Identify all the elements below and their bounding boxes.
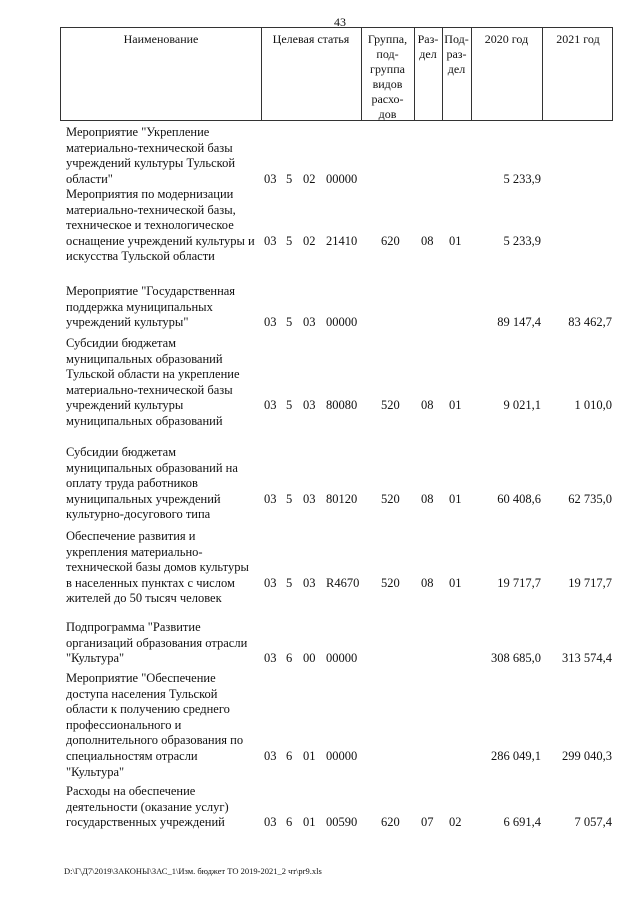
subsection-code: 01 bbox=[449, 233, 462, 248]
header-target: Целевая статья bbox=[272, 32, 350, 46]
section-code: 08 bbox=[421, 575, 434, 590]
row-name-line: муниципальных учреждений bbox=[66, 491, 221, 506]
header-2021: 2021 год bbox=[556, 32, 600, 46]
code-measure: 01 bbox=[303, 749, 316, 763]
section-code: 07 bbox=[421, 815, 434, 830]
row-name-line: Подпрограмма "Развитие bbox=[66, 620, 201, 634]
value-2020: 60 408,6 bbox=[497, 491, 541, 506]
row-name-line: жителей до 50 тысяч человек bbox=[66, 591, 222, 606]
value-2021: 62 735,0 bbox=[568, 491, 612, 506]
code-subprogram: 5 bbox=[286, 398, 293, 413]
code-program: 03 bbox=[264, 749, 277, 763]
header-name: Наименование bbox=[123, 32, 199, 46]
row-name-line: Субсидии бюджетам bbox=[66, 336, 177, 350]
row-name-line: дополнительного образования по bbox=[66, 733, 244, 748]
code-direction: 80080 bbox=[326, 398, 358, 413]
code-subprogram: 5 bbox=[286, 491, 293, 506]
row-name-line: технической базы домов культуры bbox=[66, 560, 249, 575]
row-name-line: муниципальных образований на bbox=[66, 460, 238, 475]
subsection-code: 01 bbox=[449, 398, 462, 413]
subsection-code: 01 bbox=[449, 575, 462, 590]
value-2020: 9 021,1 bbox=[503, 398, 541, 413]
row-name-line: Субсидии бюджетам bbox=[66, 445, 177, 459]
code-program: 03 bbox=[264, 315, 277, 330]
row-name-line: учреждений культуры bbox=[66, 398, 184, 413]
code-measure: 02 bbox=[303, 171, 316, 186]
code-measure: 03 bbox=[303, 398, 316, 413]
value-2020: 5 233,9 bbox=[503, 171, 541, 186]
row-name bbox=[66, 284, 256, 331]
value-2020: 308 685,0 bbox=[491, 651, 541, 666]
expense-group: 620 bbox=[381, 233, 400, 248]
row-name-line: Тульской области на укрепление bbox=[66, 367, 240, 382]
value-2021: 313 574,4 bbox=[562, 651, 612, 666]
value-2021: 19 717,7 bbox=[568, 575, 612, 590]
code-direction: R4670 bbox=[326, 575, 360, 590]
file-path-footer: D:\Г\Д7\2019\ЗАКОНЫ\ЗАС_1\Изм. бюджет ТО 2019-2021_2 чт\pr9.xls bbox=[64, 866, 322, 876]
row-name-line: учреждений культуры Тульской bbox=[66, 156, 236, 171]
row-name-line: материально-технической базы bbox=[66, 382, 233, 397]
code-measure: 00 bbox=[303, 651, 316, 666]
row-name-line: Мероприятие "Государственная bbox=[66, 284, 236, 298]
value-2020: 5 233,9 bbox=[503, 233, 541, 248]
value-2021: 83 462,7 bbox=[568, 315, 612, 330]
subsection-code: 01 bbox=[449, 491, 462, 506]
value-2020: 6 691,4 bbox=[503, 815, 541, 830]
header-subsection: Под- раз- дел bbox=[444, 32, 469, 76]
value-2020: 286 049,1 bbox=[491, 749, 541, 763]
row-name-line: учреждений культуры" bbox=[66, 315, 189, 330]
row-name-line: государственных учреждений bbox=[66, 815, 225, 830]
row-name-line: специальностям отрасли bbox=[66, 748, 198, 763]
row-name-line: укрепления материально- bbox=[66, 544, 203, 559]
code-direction: 21410 bbox=[326, 233, 358, 248]
section-code: 08 bbox=[421, 398, 434, 413]
row-name-line: поддержка муниципальных bbox=[66, 299, 213, 314]
row-name bbox=[66, 784, 256, 831]
subsection-code: 02 bbox=[449, 815, 462, 830]
row-name-line: Обеспечение развития и bbox=[66, 529, 196, 543]
row-name-line: техническое и технологическое bbox=[66, 218, 234, 233]
code-direction: 00000 bbox=[326, 651, 358, 666]
row-name-line: искусства Тульской области bbox=[66, 249, 215, 264]
row-name bbox=[66, 445, 256, 523]
row-name-line: оснащение учреждений культуры и bbox=[66, 233, 255, 248]
code-program: 03 bbox=[264, 398, 277, 413]
code-direction: 00000 bbox=[326, 749, 358, 763]
code-direction: 00590 bbox=[326, 815, 358, 830]
row-name bbox=[66, 187, 256, 265]
code-program: 03 bbox=[264, 651, 277, 666]
code-measure: 03 bbox=[303, 315, 316, 330]
row-name-line: Мероприятие "Укрепление bbox=[66, 125, 210, 139]
value-2021: 1 010,0 bbox=[574, 398, 612, 413]
header-2020: 2020 год bbox=[484, 32, 529, 46]
row-name bbox=[66, 671, 256, 780]
code-measure: 01 bbox=[303, 815, 316, 830]
row-name-line: области" bbox=[66, 171, 113, 186]
row-name-line: "Культура" bbox=[66, 651, 125, 666]
row-name-line: профессионального и bbox=[66, 717, 182, 732]
code-measure: 03 bbox=[303, 491, 316, 506]
code-subprogram: 5 bbox=[286, 171, 293, 186]
row-name-line: в населенных пунктах с числом bbox=[66, 575, 235, 590]
value-2020: 19 717,7 bbox=[497, 575, 541, 590]
code-program: 03 bbox=[264, 815, 277, 830]
code-measure: 02 bbox=[303, 233, 316, 248]
code-direction: 80120 bbox=[326, 491, 358, 506]
row-name bbox=[66, 336, 256, 430]
row-name-line: культурно-досугового типа bbox=[66, 507, 211, 522]
table-header bbox=[60, 27, 613, 121]
row-name-line: доступа населения Тульской bbox=[66, 686, 218, 701]
row-name-line: муниципальных образований bbox=[66, 351, 223, 366]
header-group: Группа, под- группа видов расхо- дов bbox=[367, 32, 408, 121]
row-name-line: деятельности (оказание услуг) bbox=[66, 799, 229, 814]
row-name-line: Расходы на обеспечение bbox=[66, 784, 196, 798]
code-subprogram: 5 bbox=[286, 575, 293, 590]
expense-group: 520 bbox=[381, 491, 400, 506]
page-number: 43 bbox=[334, 15, 346, 29]
code-subprogram: 5 bbox=[286, 315, 293, 330]
row-name bbox=[66, 125, 256, 187]
section-code: 08 bbox=[421, 491, 434, 506]
row-name-line: "Культура" bbox=[66, 764, 125, 779]
code-program: 03 bbox=[264, 575, 277, 590]
code-program: 03 bbox=[264, 491, 277, 506]
code-subprogram: 5 bbox=[286, 233, 293, 248]
expense-group: 520 bbox=[381, 398, 400, 413]
code-direction: 00000 bbox=[326, 315, 358, 330]
row-name-line: Мероприятие "Обеспечение bbox=[66, 671, 216, 685]
row-name bbox=[66, 620, 256, 667]
code-subprogram: 6 bbox=[286, 815, 293, 830]
code-measure: 03 bbox=[303, 575, 316, 590]
value-2021: 299 040,3 bbox=[562, 749, 612, 763]
expense-group: 620 bbox=[381, 815, 400, 830]
value-2020: 89 147,4 bbox=[497, 315, 541, 330]
row-name-line: организаций образования отрасли bbox=[66, 635, 248, 650]
row-name-line: материально-технической базы, bbox=[66, 202, 236, 217]
row-name-line: материально-технической базы bbox=[66, 140, 233, 155]
code-program: 03 bbox=[264, 233, 277, 248]
code-subprogram: 6 bbox=[286, 651, 293, 666]
section-code: 08 bbox=[421, 233, 434, 248]
code-subprogram: 6 bbox=[286, 749, 293, 763]
expense-group: 520 bbox=[381, 575, 400, 590]
header-section: Раз- дел bbox=[417, 32, 439, 61]
row-name-line: области к получению среднего bbox=[66, 702, 230, 717]
row-name bbox=[66, 529, 256, 607]
code-direction: 00000 bbox=[326, 171, 358, 186]
code-program: 03 bbox=[264, 171, 277, 186]
row-name-line: оплату труда работников bbox=[66, 476, 198, 491]
value-2021: 7 057,4 bbox=[574, 815, 612, 830]
row-name-line: муниципальных образований bbox=[66, 413, 223, 428]
row-name-line: Мероприятия по модернизации bbox=[66, 187, 234, 201]
